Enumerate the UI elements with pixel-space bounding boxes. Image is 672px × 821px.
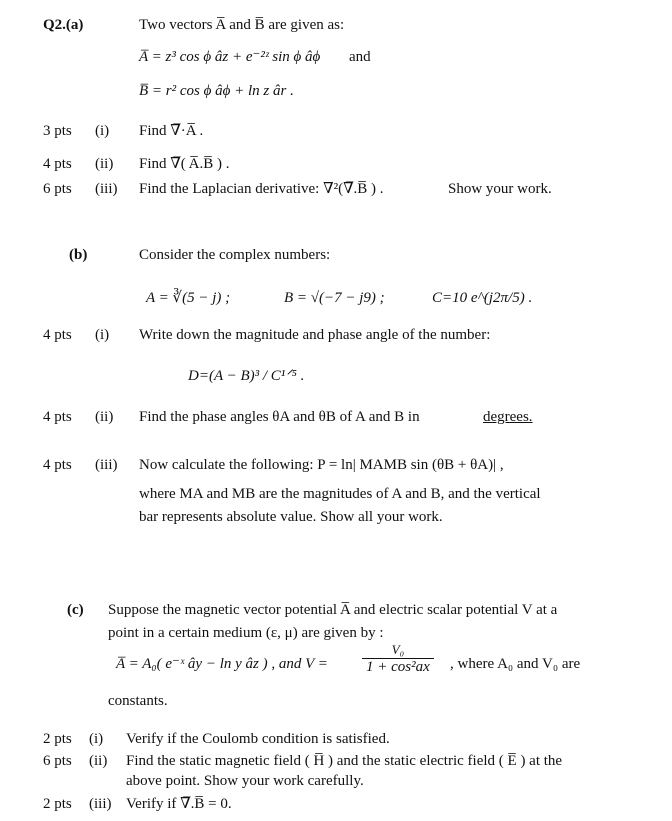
part-a-intro: Two vectors A̅ and B̅ are given as:	[139, 17, 345, 33]
part-c-where: , where A₀ and V₀ are	[450, 656, 581, 672]
part-b-i-points: 4 pts	[43, 327, 72, 343]
part-b-iii-text: Now calculate the following: P = ln| MAMB sin (θB + θA)| ,	[139, 457, 504, 473]
part-a-i-points: 3 pts	[43, 123, 72, 139]
part-b-i-text: Write down the magnitude and phase angle of the number:	[139, 327, 491, 343]
part-b-iii-line2: where MA and MB are the magnitudes of A and B, and the vertical	[139, 486, 541, 502]
part-a-iii-text: Find the Laplacian derivative: ∇²(∇̅.B̅ ) .	[139, 181, 384, 197]
part-b-intro: Consider the complex numbers:	[139, 247, 331, 263]
part-c-line1: Suppose the magnetic vector potential A̅ and electric scalar potential V at a	[108, 602, 558, 618]
part-c-ii-text: Find the static magnetic field ( H̅ ) and the static electric field ( E̅ ) at the	[126, 753, 563, 769]
part-b-ii-number: (ii)	[95, 409, 114, 425]
part-c-constants: constants.	[108, 693, 168, 709]
fraction-denominator: 1 + cos²ax	[366, 658, 430, 675]
part-c-iii-number: (iii)	[89, 796, 112, 812]
part-a-i-text: Find ∇̅·A̅ .	[139, 123, 204, 139]
part-a-ii-text: Find ∇̅( A̅.B̅ ) .	[139, 156, 230, 172]
equation-complex-c: C=10 e^(j2π/5) .	[432, 290, 533, 306]
part-a-i-number: (i)	[95, 123, 110, 139]
fraction-numerator: V₀	[362, 643, 434, 659]
equation-vector-a: A̅ = z³ cos ϕ âz + e⁻²ᶻ sin ϕ âϕ	[139, 49, 321, 65]
equation-potential-a: A̅ = A₀( e⁻ˣ ây − ln y âz ) , and V =	[116, 656, 328, 672]
part-a-iii-number: (iii)	[95, 181, 118, 197]
part-c-line2: point in a certain medium (ε, μ) are given by :	[108, 625, 384, 641]
part-c-ii-line2: above point. Show your work carefully.	[126, 773, 364, 789]
equation-vector-b: B̅ = r² cos ϕ âϕ + ln z âr .	[139, 83, 294, 99]
part-c-ii-number: (ii)	[89, 753, 108, 769]
part-c-iii-points: 2 pts	[43, 796, 72, 812]
question-label: Q2.(a)	[43, 17, 84, 33]
equation-complex-a: A = ∛(5 − j) ;	[146, 290, 231, 306]
equation-d: D=(A − B)³ / C¹ᐟ⁵ .	[188, 368, 305, 384]
equation-complex-b: B = √(−7 − j9) ;	[284, 290, 385, 306]
part-a-iii-points: 6 pts	[43, 181, 72, 197]
part-b-i-number: (i)	[95, 327, 110, 343]
part-c-i-text: Verify if the Coulomb condition is satisfied.	[126, 731, 390, 747]
part-b-label: (b)	[69, 247, 88, 263]
part-c-ii-points: 6 pts	[43, 753, 72, 769]
equation-potential-v-fraction	[362, 643, 434, 676]
part-c-i-points: 2 pts	[43, 731, 72, 747]
part-a-ii-number: (ii)	[95, 156, 114, 172]
part-c-iii-text: Verify if ∇̅.B̅ = 0.	[126, 796, 232, 812]
part-a-ii-points: 4 pts	[43, 156, 72, 172]
part-c-i-number: (i)	[89, 731, 104, 747]
part-b-iii-points: 4 pts	[43, 457, 72, 473]
equation-and: and	[349, 49, 371, 65]
part-b-iii-number: (iii)	[95, 457, 118, 473]
part-b-ii-extra: degrees.	[483, 409, 533, 425]
part-b-ii-points: 4 pts	[43, 409, 72, 425]
part-a-iii-extra: Show your work.	[448, 181, 552, 197]
part-c-label: (c)	[67, 602, 84, 618]
part-b-iii-line3: bar represents absolute value. Show all your work.	[139, 509, 443, 525]
part-b-ii-text: Find the phase angles θA and θB of A and B in	[139, 409, 420, 425]
